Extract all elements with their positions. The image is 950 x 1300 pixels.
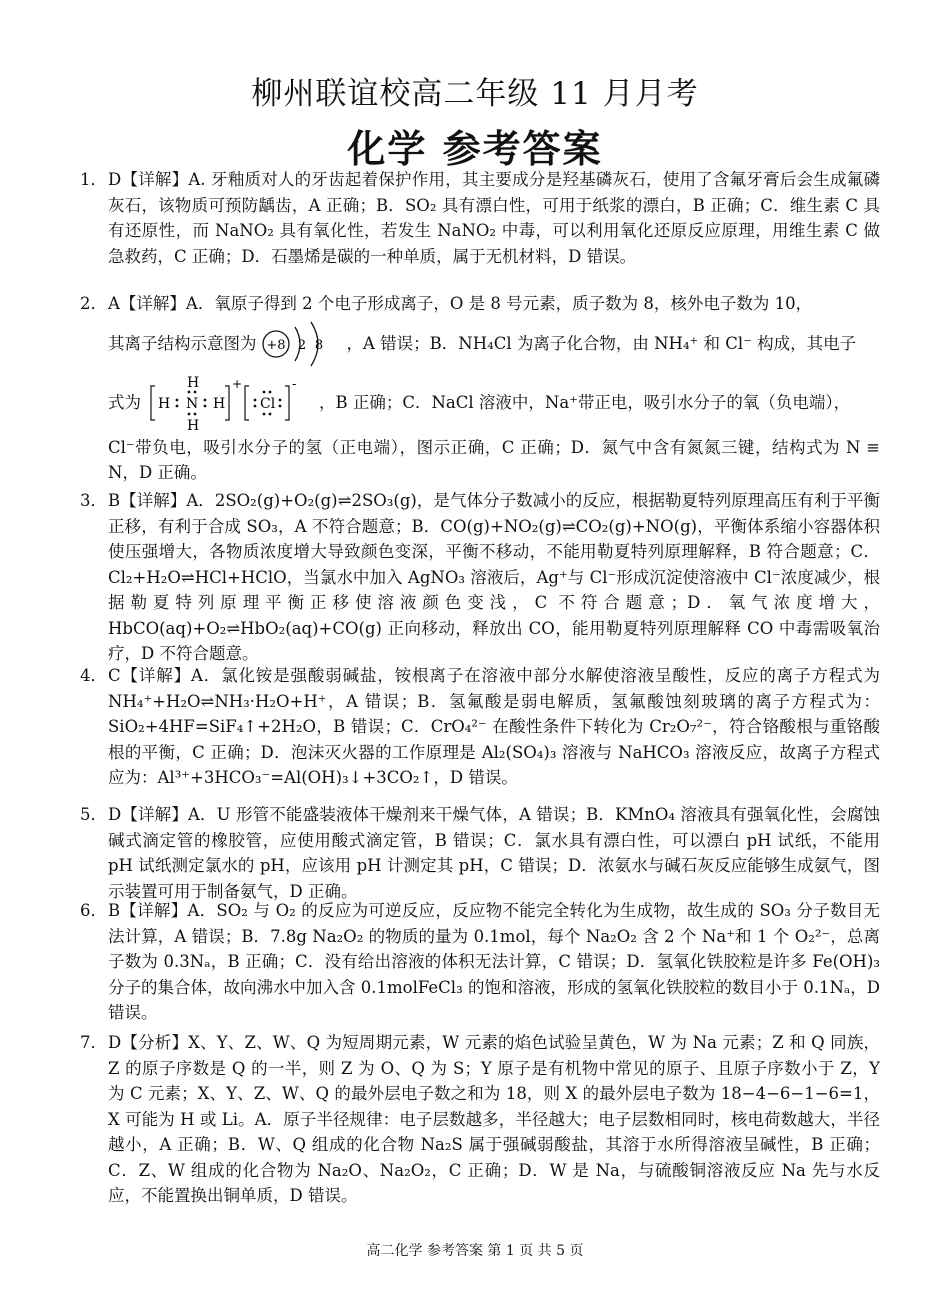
h-bottom: H xyxy=(187,417,200,434)
nucleus-label: +8 xyxy=(265,337,286,353)
question-number: 7． xyxy=(80,1033,107,1052)
anion-charge: - xyxy=(292,376,297,392)
question-number: 5． xyxy=(80,805,107,824)
question-text-line: Cl⁻带负电，吸引水分子的氢（正电端），图示正确，C 正确；D．氮气中含有氮氮三键，结构式为 N ≡ N，D 正确。 xyxy=(108,437,880,482)
question-4 xyxy=(80,663,880,791)
n-atom: N xyxy=(186,395,199,412)
cation-charge: + xyxy=(232,376,243,391)
question-number: 1． xyxy=(80,170,107,189)
question-text-segment: 式为 xyxy=(108,392,141,412)
exam-title: 柳州联谊校高二年级 11 月月考 xyxy=(251,76,699,112)
question-text: D【分析】X、Y、Z、W、Q 为短周期元素，W 元素的焰色试验呈黄色，W 为 Na 元素；Z 和 Q 同族，Z 的原子序数是 Q 的一半，则 Z 为 O、Q 为 S；Y 原子是有机物中常见的原子、且原子序数小于 Z，Y 为 C 元素；X、Y、Z、W、Q 的最外层电子数之和为 18，则 X 的最外层电子数为 18−4−6−1−6=1，X 可能为 H 或 Li。A．原子半径规律：电子层数越多，半径越大；电子层数相同时，核电荷数越大，半径越小，A 正确；B．W、Q 组成的化合物 Na₂S 属于强碱弱酸盐，其溶于水所得溶液呈碱性，B 正确；C．Z、W 组成的化合物为 Na₂O、Na₂O₂，C 正确；D．W 是 Na，与硫酸铜溶液反应 Na 先与水反应，不能置换出铜单质，D 错误。 xyxy=(108,1033,880,1205)
question-text-line: A【详解】A．氧原子得到 2 个电子形成离子，O 是 8 号元素，质子数为 8，核外电子数为 10， xyxy=(108,294,813,313)
question-text-segment: ，B 正确；C．NaCl 溶液中，Na⁺带正电，吸引水分子的氧（负电端）， xyxy=(319,392,851,412)
page-footer: 高二化学 参考答案 第 1 页 共 5 页 xyxy=(366,1243,584,1259)
question-number: 4． xyxy=(80,666,107,685)
h-right: H xyxy=(213,395,226,412)
question-text-segment: ，A 错误；B．NH₄Cl 为离子化合物，由 NH₄⁺ 和 Cl⁻ 构成，其电子 xyxy=(346,333,857,353)
cl-atom: Cl xyxy=(260,395,276,412)
question-text: D【详解】A. 牙釉质对人的牙齿起着保护作用，其主要成分是羟基磷灰石，使用了含氟牙膏后会生成氟磷灰石，该物质可预防龋齿，A 正确；B．SO₂ 具有漂白性，可用于纸浆的漂白，B 正确；C．维生素 C 具有还原性，而 NaNO₂ 具有氧化性，若发生 NaNO₂ 中毒，可以利用氧化还原反应原理，用维生素 C 做急救药，C 正确；D．石墨烯是碳的一种单质，属于无机材料，D 错误。 xyxy=(108,170,880,266)
question-text: D【详解】A．U 形管不能盛装液体干燥剂来干燥气体，A 错误；B．KMnO₄ 溶液具有强氧化性，会腐蚀碱式滴定管的橡胶管，应使用酸式滴定管，B 错误；C．氯水具有漂白性，可以漂白 pH 试纸，不能用 pH 试纸测定氯水的 pH，应该用 pH 计测定其 pH，C 错误；D．浓氨水与碱石灰反应能够生成氨气，图示装置可用于制备氨气，D 正确。 xyxy=(108,805,880,901)
question-text-segment: 其离子结构示意图为 xyxy=(108,333,257,353)
question-2 xyxy=(80,291,880,486)
question-7 xyxy=(80,1030,880,1209)
question-number: 3． xyxy=(80,491,107,510)
question-text: C【详解】A．氯化铵是强酸弱碱盐，铵根离子在溶液中部分水解使溶液呈酸性，反应的离子方程式为 NH₄⁺+H₂O⇌NH₃·H₂O+H⁺，A 错误；B．氢氟酸是弱电解质，氢氟酸蚀刻玻璃的离子方程式为：SiO₂+4HF=SiF₄↑+2H₂O，B 错误；C．CrO₄²⁻ 在酸性条件下转化为 Cr₂O₇²⁻，符合铬酸根与重铬酸根的平衡，C 正确；D．泡沫灭火器的工作原理是 Al₂(SO₄)₃ 溶液与 NaHCO₃ 溶液反应，故离子方程式应为：Al³⁺+3HCO₃⁻=Al(OH)₃↓+3CO₂↑，D 错误。 xyxy=(108,666,880,787)
oxide-ion-structure-diagram xyxy=(261,319,343,369)
answer-subtitle: 化学 参考答案 xyxy=(347,126,603,171)
question-3 xyxy=(80,488,880,667)
question-6 xyxy=(80,898,880,1026)
question-1 xyxy=(80,167,880,269)
question-text: B【详解】A．2SO₂(g)+O₂(g)⇌2SO₃(g)，是气体分子数减小的反应，根据勒夏特列原理高压有利于平衡正移，有利于合成 SO₃，A 不符合题意；B．CO(g)+NO₂(g)⇌CO₂(g)+NO(g)，平衡体系缩小容器体积使压强增大，各物质浓度增大导致颜色变深，平衡不移动，不能用勒夏特列原理解释，B 符合题意；C．Cl₂+H₂O⇌HCl+HClO，当氯水中加入 AgNO₃ 溶液后，Ag⁺与 Cl⁻形成沉淀使溶液中 Cl⁻浓度减少，根据勒夏特列原理平衡正移使溶液颜色变浅，C 不符合题意；D．氧气浓度增大，HbCO(aq)+O₂⇌HbO₂(aq)+CO(g) 正向移动，释放出 CO，能用勒夏特列原理解释 CO 中毒需吸氧治疗，D 不符合题意。 xyxy=(108,491,880,663)
h-left: H xyxy=(158,395,171,412)
h-top: H xyxy=(187,374,200,391)
shell1-electrons: 2 xyxy=(297,337,306,353)
shell2-electrons: 8 xyxy=(314,337,323,353)
nh4cl-electron-formula xyxy=(145,372,315,434)
question-number: 6． xyxy=(80,901,107,920)
question-text: B【详解】A．SO₂ 与 O₂ 的反应为可逆反应，反应物不能完全转化为生成物，故生成的 SO₃ 分子数目无法计算，A 错误；B．7.8g Na₂O₂ 的物质的量为 0.1mol，每个 Na₂O₂ 含 2 个 Na⁺和 1 个 O₂²⁻，总离子数为 0.3Nₐ，B 正确；C．没有给出溶液的体积无法计算，C 错误；D．氢氧化铁胶粒是许多 Fe(OH)₃ 分子的集合体，故向沸水中加入含 0.1molFeCl₃ 的饱和溶液，形成的氢氧化铁胶粒的数目小于 0.1Nₐ，D 错误。 xyxy=(108,901,880,1022)
question-5 xyxy=(80,802,880,904)
question-number: 2． xyxy=(80,294,107,313)
